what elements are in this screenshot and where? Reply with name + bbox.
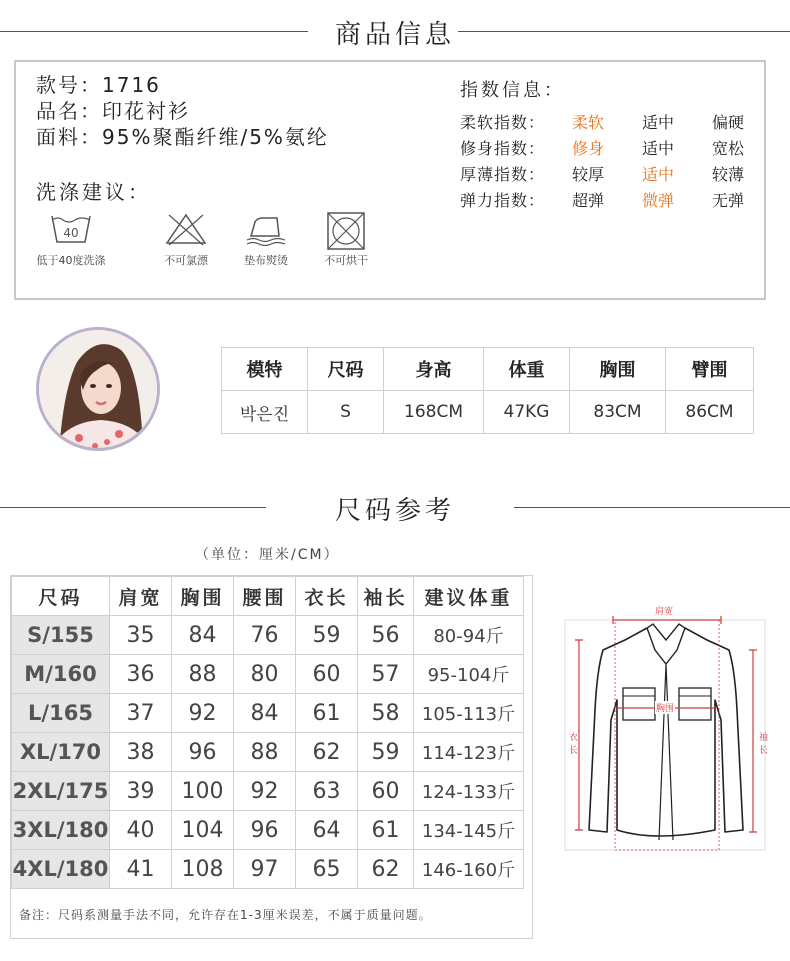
size-value-cell: 92 <box>172 694 234 733</box>
size-value-cell: 39 <box>110 772 172 811</box>
model-table <box>221 347 754 434</box>
size-value-cell: 134-145斤 <box>414 811 524 850</box>
length-label-2: 长 <box>569 746 579 756</box>
size-value-cell: 59 <box>358 733 414 772</box>
size-label-cell: 2XL/175 <box>12 772 110 811</box>
index-row <box>460 162 782 188</box>
size-value-cell: 56 <box>358 616 414 655</box>
index-row <box>460 188 782 214</box>
model-avatar <box>36 327 160 451</box>
model-cell: 168CM <box>384 391 484 434</box>
index-row-label: 修身指数： <box>460 139 546 158</box>
size-label-cell: S/155 <box>12 616 110 655</box>
index-option-selected: 柔软 <box>572 113 605 132</box>
chest-label: 胸围 <box>655 701 675 714</box>
size-header-cell: 肩宽 <box>110 577 172 616</box>
model-cell: 83CM <box>570 391 666 434</box>
index-option: 偏硬 <box>712 113 745 132</box>
size-value-cell: 104 <box>172 811 234 850</box>
size-value-cell: 41 <box>110 850 172 889</box>
index-option: 无弹 <box>712 191 745 210</box>
model-header-cell: 臂围 <box>666 348 754 391</box>
size-value-cell: 65 <box>296 850 358 889</box>
size-value-cell: 37 <box>110 694 172 733</box>
index-option: 超弹 <box>572 191 605 210</box>
size-value-cell: 63 <box>296 772 358 811</box>
size-header-cell: 腰围 <box>234 577 296 616</box>
wash-item <box>301 212 391 268</box>
fabric: 面料：95%聚酯纤维/5%氨纶 <box>36 125 329 149</box>
size-value-cell: 146-160斤 <box>414 850 524 889</box>
model-header-cell: 尺码 <box>308 348 384 391</box>
index-option: 较薄 <box>712 165 745 184</box>
size-value-cell: 64 <box>296 811 358 850</box>
wash-temp: 40 <box>63 226 79 240</box>
size-value-cell: 76 <box>234 616 296 655</box>
model-photo <box>39 330 160 451</box>
size-table-row <box>12 655 524 694</box>
size-header-cell: 胸围 <box>172 577 234 616</box>
size-table-row <box>12 616 524 655</box>
index-row-label: 弹力指数： <box>460 191 546 210</box>
size-value-cell: 36 <box>110 655 172 694</box>
index-option-selected: 微弹 <box>642 191 675 210</box>
size-value-cell: 96 <box>172 733 234 772</box>
model-cell: 박은진 <box>222 391 308 434</box>
size-header-cell: 衣长 <box>296 577 358 616</box>
size-label-cell: L/165 <box>12 694 110 733</box>
size-table-row <box>12 811 524 850</box>
size-value-cell: 96 <box>234 811 296 850</box>
section-title-product-info: 商品信息 <box>334 20 455 50</box>
model-header-cell: 模特 <box>222 348 308 391</box>
shirt-outline <box>555 580 777 870</box>
index-option-selected: 适中 <box>642 165 675 184</box>
size-table-row <box>12 733 524 772</box>
size-value-cell: 124-133斤 <box>414 772 524 811</box>
size-header-cell: 建议体重 <box>414 577 524 616</box>
size-value-cell: 35 <box>110 616 172 655</box>
wash-label: 垫布熨烫 <box>244 254 288 267</box>
model-header-cell: 体重 <box>484 348 570 391</box>
size-value-cell: 80 <box>234 655 296 694</box>
size-value-cell: 61 <box>296 694 358 733</box>
index-row-label: 厚薄指数： <box>460 165 546 184</box>
size-value-cell: 58 <box>358 694 414 733</box>
sleeve-label-2: 长 <box>759 746 769 756</box>
size-value-cell: 38 <box>110 733 172 772</box>
section-title-size-reference: 尺码参考 <box>334 496 455 526</box>
model-table-row <box>222 391 754 434</box>
sleeve-label-1: 袖 <box>759 733 769 743</box>
size-header-cell: 尺码 <box>12 577 110 616</box>
size-value-cell: 62 <box>296 733 358 772</box>
index-option: 宽松 <box>712 139 745 158</box>
size-value-cell: 60 <box>358 772 414 811</box>
size-table <box>11 576 524 889</box>
wash-item <box>26 212 116 268</box>
size-value-cell: 57 <box>358 655 414 694</box>
model-cell: 86CM <box>666 391 754 434</box>
size-chart <box>10 575 533 939</box>
iron-with-cloth-icon <box>243 212 289 246</box>
style-number: 款号：1716 <box>36 73 161 97</box>
size-table-row <box>12 772 524 811</box>
index-option: 较厚 <box>572 165 605 184</box>
size-value-cell: 61 <box>358 811 414 850</box>
size-value-cell: 80-94斤 <box>414 616 524 655</box>
shoulder-label: 肩宽 <box>655 607 674 617</box>
model-header-cell: 身高 <box>384 348 484 391</box>
wash-40-icon <box>48 212 94 246</box>
unit-label: （单位：厘米/CM） <box>195 547 340 563</box>
product-name: 品名：印花衬衫 <box>36 99 190 123</box>
wash-label: 低于40度洗涤 <box>36 254 106 267</box>
index-table <box>460 110 782 214</box>
wash-item <box>141 212 231 268</box>
size-value-cell: 62 <box>358 850 414 889</box>
model-cell: S <box>308 391 384 434</box>
size-label-cell: 3XL/180 <box>12 811 110 850</box>
model-cell: 47KG <box>484 391 570 434</box>
size-table-header <box>12 577 524 616</box>
size-value-cell: 84 <box>234 694 296 733</box>
length-label-1: 衣 <box>569 733 579 743</box>
size-header-cell: 袖长 <box>358 577 414 616</box>
size-value-cell: 88 <box>172 655 234 694</box>
size-value-cell: 114-123斤 <box>414 733 524 772</box>
index-option: 适中 <box>642 139 675 158</box>
wash-label: 不可烘干 <box>324 254 368 267</box>
size-value-cell: 84 <box>172 616 234 655</box>
product-basic-info <box>36 72 329 150</box>
index-row-label: 柔软指数： <box>460 113 546 132</box>
product-info-box <box>14 60 766 300</box>
wash-label: 不可氯漂 <box>164 254 208 267</box>
size-value-cell: 59 <box>296 616 358 655</box>
wash-title: 洗涤建议： <box>36 180 151 204</box>
model-header-cell: 胸围 <box>570 348 666 391</box>
size-value-cell: 108 <box>172 850 234 889</box>
size-label-cell: XL/170 <box>12 733 110 772</box>
no-bleach-icon <box>163 212 209 246</box>
index-row <box>460 136 782 162</box>
size-table-row <box>12 850 524 889</box>
wash-item <box>221 212 311 268</box>
no-tumble-dry-icon <box>323 212 369 250</box>
size-value-cell: 100 <box>172 772 234 811</box>
size-value-cell: 95-104斤 <box>414 655 524 694</box>
shirt-measurement-diagram <box>555 580 777 870</box>
model-table-header <box>222 348 754 391</box>
size-value-cell: 97 <box>234 850 296 889</box>
size-value-cell: 105-113斤 <box>414 694 524 733</box>
size-value-cell: 88 <box>234 733 296 772</box>
size-label-cell: 4XL/180 <box>12 850 110 889</box>
index-option-selected: 修身 <box>572 139 605 158</box>
size-note: 备注：尺码系测量手法不同，允许存在1-3厘米误差，不属于质量问题。 <box>19 908 432 922</box>
size-value-cell: 60 <box>296 655 358 694</box>
index-option: 适中 <box>642 113 675 132</box>
size-value-cell: 92 <box>234 772 296 811</box>
index-row <box>460 110 782 136</box>
size-table-row <box>12 694 524 733</box>
size-label-cell: M/160 <box>12 655 110 694</box>
index-title: 指数信息： <box>460 80 565 101</box>
size-value-cell: 40 <box>110 811 172 850</box>
